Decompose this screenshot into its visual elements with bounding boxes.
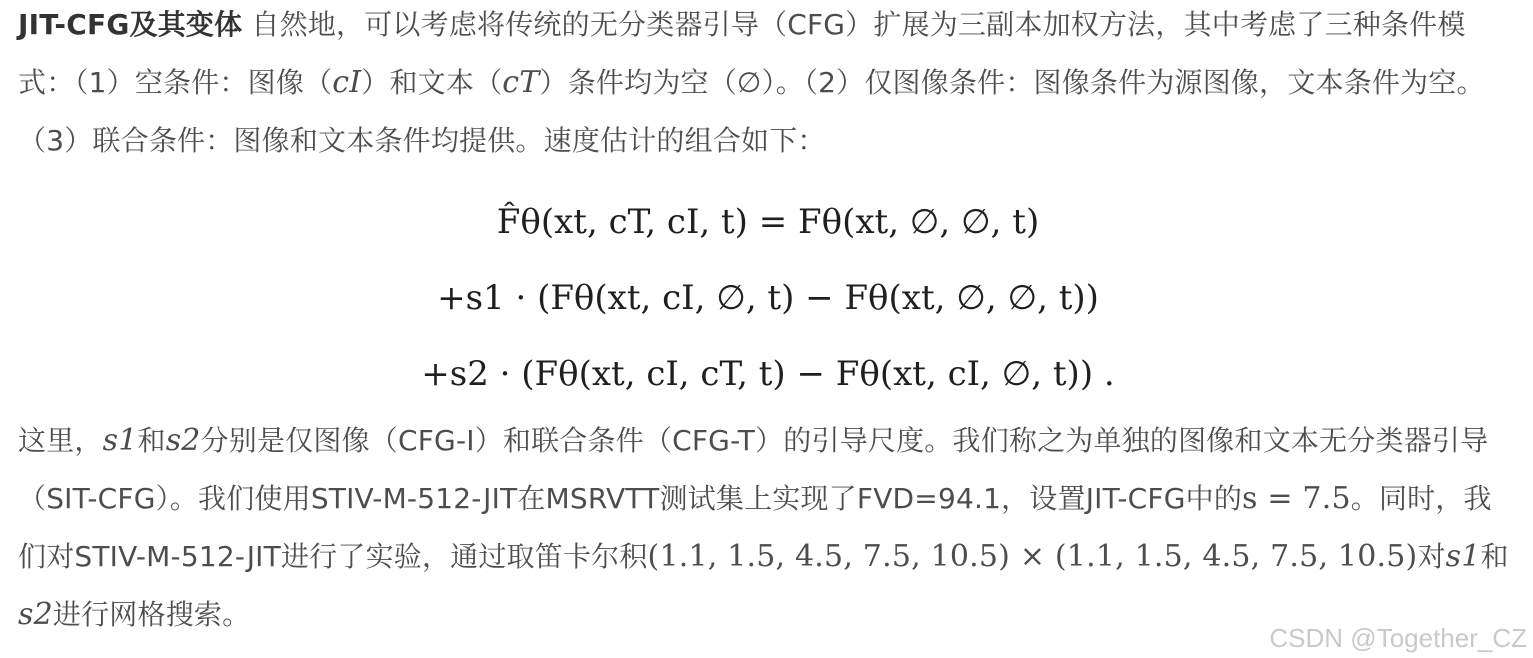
paragraph-text: ）和文本（ bbox=[361, 66, 503, 99]
paragraph-text: 自然地，可以考虑将传统的无分类器引导（CFG）扩展为三副本加权方法，其中考虑了三种条件模式：（1）空条件：图像（ bbox=[18, 8, 1466, 99]
math-s2: s2 bbox=[165, 423, 201, 458]
paragraph-text: 。同时，我们对STIV-M-512-JIT进行了实验，通过取笛卡尔积 bbox=[18, 482, 1492, 573]
math-cartesian-product: (1.1, 1.5, 4.5, 7.5, 10.5) × (1.1, 1.5, 4.5, 7.5, 10.5) bbox=[647, 539, 1418, 574]
paragraph-jit-cfg-intro bbox=[18, 0, 1518, 170]
paragraph-text: 和 bbox=[1480, 540, 1509, 573]
equation-line-2: +s1 · (Fθ(xt, cI, ∅, t) − Fθ(xt, ∅, ∅, t)) bbox=[437, 278, 1099, 318]
equation-line-3: +s2 · (Fθ(xt, cI, cT, t) − Fθ(xt, cI, ∅, t)) . bbox=[421, 354, 1115, 394]
math-s2: s2 bbox=[18, 597, 53, 632]
math-s-value: s = 7.5 bbox=[1242, 481, 1351, 516]
paragraph-text: 分别是仅图像（CFG-I）和联合条件（CFG-T）的引导尺度。我们称之为单独的图像和文本无分类器引导（SIT-CFG）。我们使用STIV-M-512-JIT在MSRVTT测试集上实现了FVD=94.1，设置JIT-CFG中的 bbox=[18, 424, 1489, 515]
paragraph-text: 进行网格搜索。 bbox=[52, 598, 251, 631]
section-lead-heading: JIT-CFG及其变体 bbox=[18, 8, 243, 41]
math-s1: s1 bbox=[1445, 539, 1481, 574]
paragraph-text: ）条件均为空（∅）。（2）仅图像条件：图像条件为源图像，文本条件为空。（3）联合条件：图像和文本条件均提供。速度估计的组合如下： bbox=[18, 66, 1485, 157]
paragraph-text: 和 bbox=[137, 424, 166, 457]
paragraph-text: 对 bbox=[1417, 540, 1446, 573]
paragraph-text: 这里， bbox=[18, 424, 103, 457]
csdn-watermark: CSDN @Together_CZ bbox=[1269, 623, 1527, 653]
article-body bbox=[18, 0, 1518, 644]
math-s1: s1 bbox=[102, 423, 138, 458]
math-c-i: cI bbox=[332, 65, 362, 100]
math-c-t: cT bbox=[502, 65, 540, 100]
paragraph-sit-cfg bbox=[18, 412, 1518, 644]
velocity-combination-equations bbox=[18, 184, 1518, 412]
equation-line-1: F̂θ(xt, cT, cI, t) = Fθ(xt, ∅, ∅, t) bbox=[496, 202, 1040, 242]
